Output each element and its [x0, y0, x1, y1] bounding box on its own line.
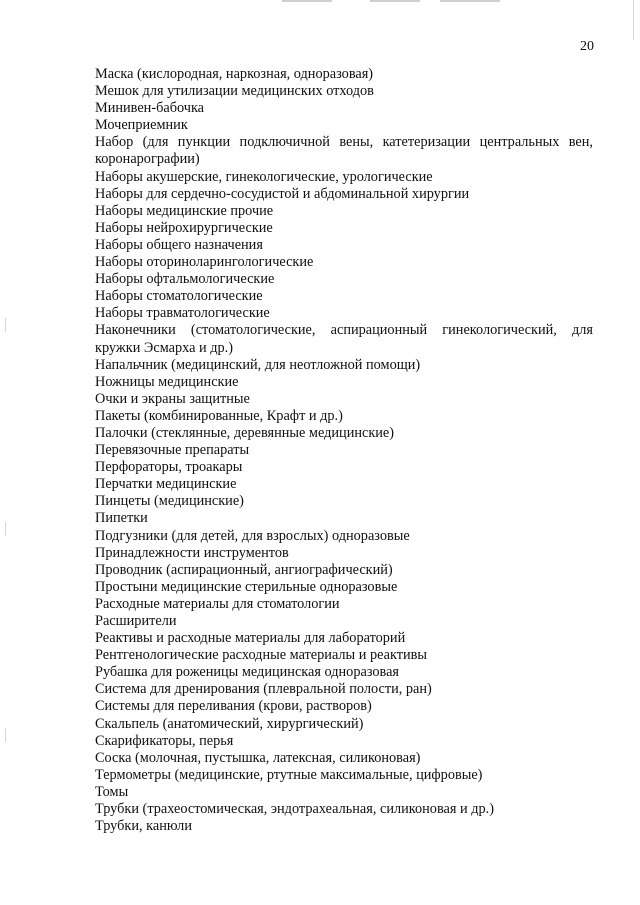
scan-artifact: [440, 0, 500, 2]
list-item: Перевязочные препараты: [95, 442, 250, 459]
list-item: Мочеприемник: [95, 117, 188, 134]
list-item: Рубашка для роженицы медицинская одноразовая: [95, 664, 400, 681]
list-item: Реактивы и расходные материалы для лабораторий: [95, 630, 406, 647]
list-item: Перфораторы, троакары: [95, 459, 243, 476]
list-item: Соска (молочная, пустышка, латексная, силиконовая): [95, 749, 421, 766]
scan-artifact: [5, 522, 6, 536]
list-item: Скарификаторы, перья: [95, 732, 234, 749]
item-list: [95, 66, 593, 835]
list-item: Наборы офтальмологические: [95, 271, 275, 288]
list-item: Пипетки: [95, 510, 148, 527]
list-item: Наборы травматологические: [95, 305, 270, 322]
list-item: Напальчник (медицинский, для неотложной помощи): [95, 356, 421, 373]
list-item: Минивен-бабочка: [95, 100, 205, 117]
scan-artifact: [282, 0, 332, 2]
list-item: Пакеты (комбинированные, Крафт и др.): [95, 407, 343, 424]
list-item: Расходные материалы для стоматологии: [95, 595, 340, 612]
scan-artifact: [370, 0, 420, 2]
list-item: Наборы оториноларингологические: [95, 254, 314, 271]
list-item: Наконечники (стоматологические, аспирационный гинекологический, для кружки Эсмарха и др.): [95, 322, 593, 356]
list-item: Наборы общего назначения: [95, 236, 263, 253]
scan-artifact: [633, 0, 634, 40]
list-item: Очки и экраны защитные: [95, 390, 250, 407]
list-item: Трубки, канюли: [95, 818, 192, 835]
list-item: Томы: [95, 783, 129, 800]
list-item: Маска (кислородная, наркозная, одноразовая): [95, 66, 374, 82]
page-number: 20: [580, 39, 594, 54]
list-item: Наборы медицинские прочие: [95, 202, 274, 219]
list-item: Рентгенологические расходные материалы и реактивы: [95, 647, 427, 664]
list-item: Ножницы медицинские: [95, 373, 239, 390]
list-item: Системы для переливания (крови, растворов): [95, 698, 372, 715]
list-item: Система для дренирования (плевральной полости, ран): [95, 681, 432, 698]
list-item: Пинцеты (медицинские): [95, 493, 244, 510]
scan-artifact: [5, 728, 6, 742]
list-item: Трубки (трахеостомическая, эндотрахеальная, силиконовая и др.): [95, 801, 494, 818]
list-item: Наборы для сердечно-сосудистой и абдоминальной хирургии: [95, 185, 470, 202]
list-item: Расширители: [95, 613, 177, 629]
list-item: Палочки (стеклянные, деревянные медицинские): [95, 424, 395, 441]
list-item: Скальпель (анатомический, хирургический): [95, 715, 364, 732]
list-item: Проводник (аспирационный, ангиографический): [95, 561, 393, 578]
list-item: Перчатки медицинские: [95, 476, 237, 493]
list-item: Набор (для пункции подключичной вены, катетеризации центральных вен, коронарографии): [95, 134, 593, 168]
list-item: Подгузники (для детей, для взрослых) одноразовые: [95, 527, 410, 544]
list-item: Мешок для утилизации медицинских отходов: [95, 83, 374, 100]
list-item: Наборы нейрохирургические: [95, 219, 273, 236]
scan-artifact: [5, 318, 6, 332]
list-item: Наборы стоматологические: [95, 288, 263, 305]
list-item: Простыни медицинские стерильные одноразовые: [95, 578, 398, 595]
list-item: Принадлежности инструментов: [95, 544, 289, 561]
list-item: Термометры (медицинские, ртутные максимальные, цифровые): [95, 766, 483, 783]
list-item: Наборы акушерские, гинекологические, урологические: [95, 168, 433, 185]
